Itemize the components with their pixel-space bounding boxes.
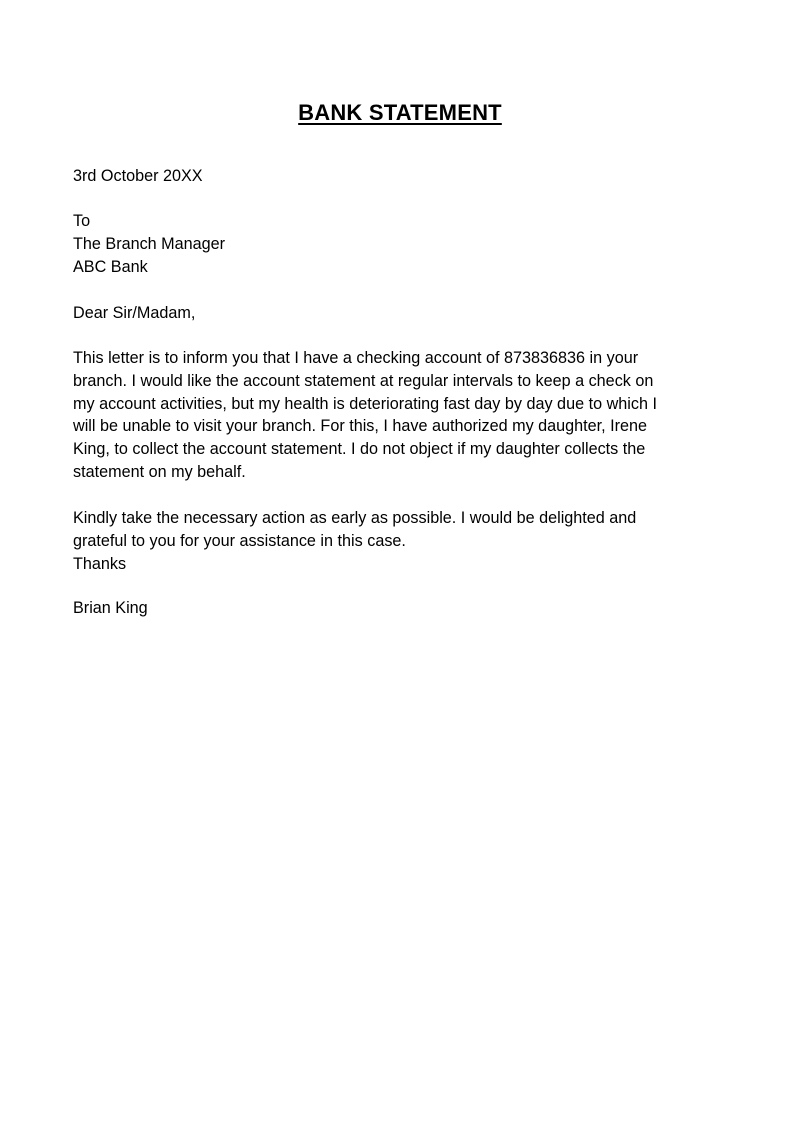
paragraph-line: statement on my behalf. xyxy=(73,462,246,481)
paragraph-line: grateful to you for your assistance in this case. xyxy=(73,531,406,550)
paragraph-line: This letter is to inform you that I have a checking account of 873836836 in your xyxy=(73,349,639,367)
recipient-name: The Branch Manager xyxy=(73,234,226,253)
recipient-address xyxy=(73,210,733,278)
paragraph-line: will be unable to visit your branch. For this, I have authorized my daughter, Irene xyxy=(73,417,648,436)
salutation: Dear Sir/Madam, xyxy=(73,304,196,322)
recipient-to: To xyxy=(73,212,91,230)
recipient-bank: ABC Bank xyxy=(73,257,148,276)
paragraph-line: my account activities, but my health is deteriorating fast day by day due to which I xyxy=(73,394,657,413)
body-paragraph-2 xyxy=(73,507,733,575)
body-paragraph-1 xyxy=(73,347,733,484)
paragraph-line: King, to collect the account statement. I do not object if my daughter collects the xyxy=(73,440,646,459)
document-title: BANK STATEMENT xyxy=(298,100,502,125)
signature-name: Brian King xyxy=(73,599,148,617)
paragraph-line: branch. I would like the account statement at regular intervals to keep a check on xyxy=(73,371,654,390)
letter-date: 3rd October 20XX xyxy=(73,167,203,185)
closing: Thanks xyxy=(73,554,127,573)
paragraph-line: Kindly take the necessary action as early as possible. I would be delighted and xyxy=(73,509,637,527)
